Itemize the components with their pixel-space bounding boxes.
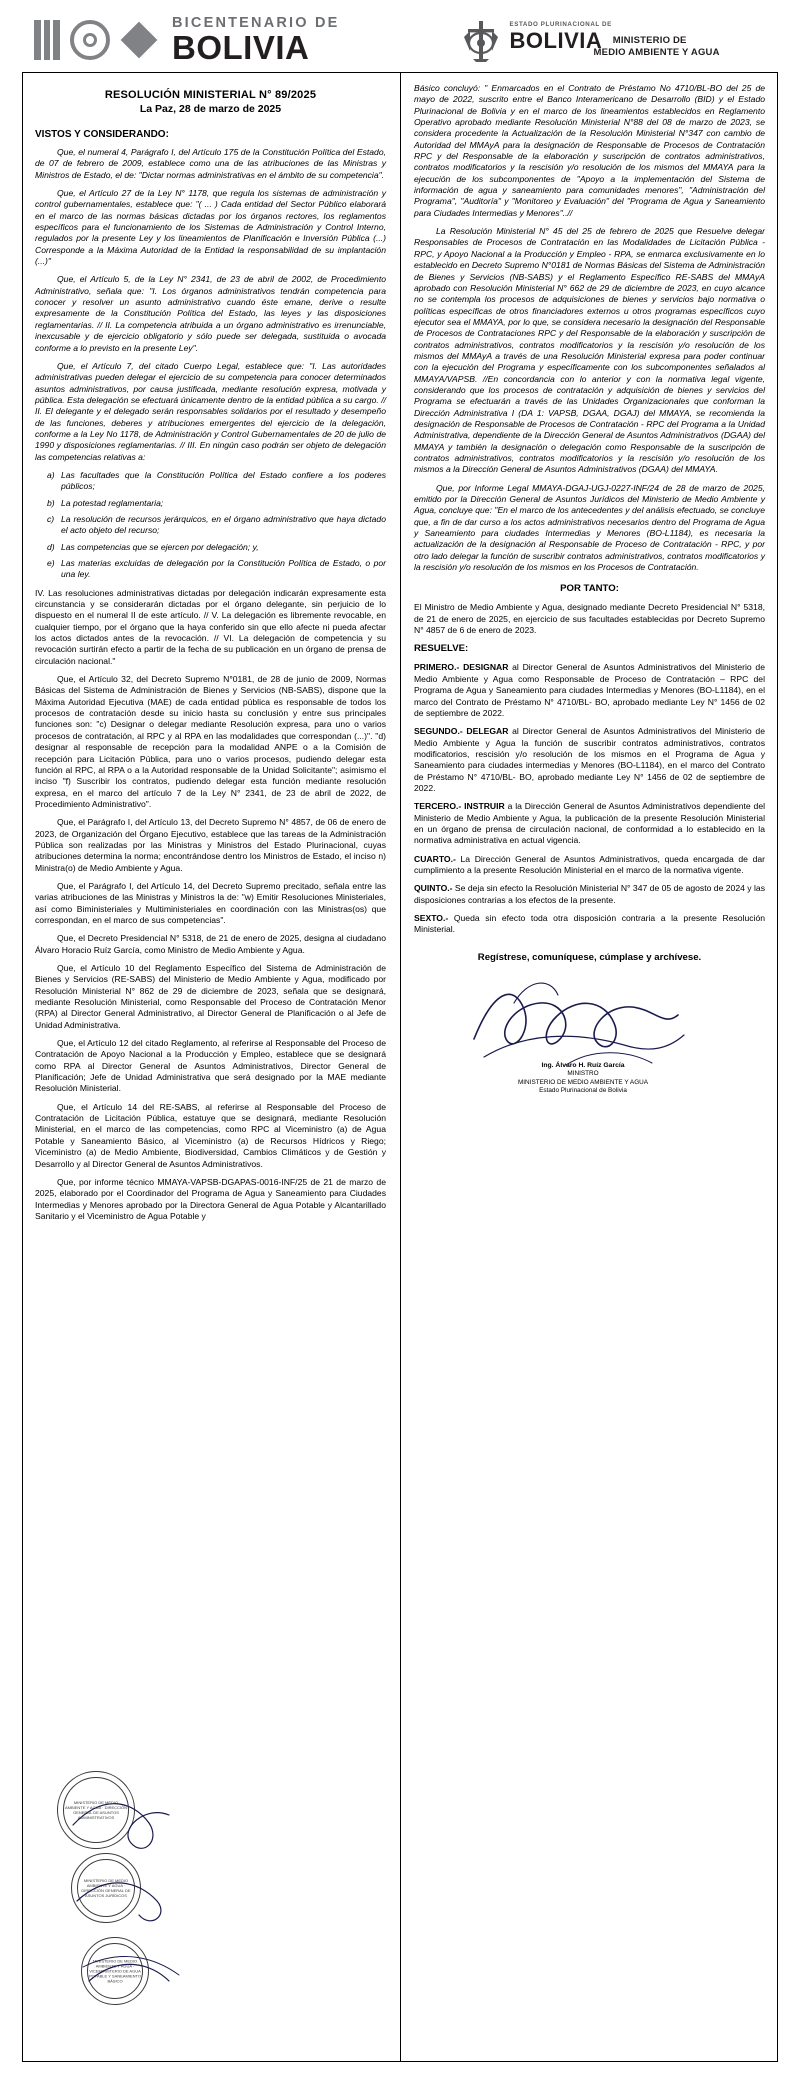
bicentenario-line2: BOLIVIA	[172, 29, 310, 67]
paragraph: Que, por informe técnico MMAYA-VAPSB-DGAPAS-0016-INF/25 de 21 de marzo de 2025, elaborado por el Coordinador del Programa de Agua y Saneamiento para Ciudades Intermedias y Menores aprobado por la Directora General de Agua Potable y Alcantarillado Sanitario y el Viceministro de Agua Potable y	[35, 1176, 386, 1221]
paragraph: Que, el Artículo 27 de la Ley N° 1178, que regula los sistemas de administración y control gubernamentales, establece que: "( ... ) Cada entidad del Sector Público elaborará en el marco de las normas básicas dictadas por los órganos rectores, los reglamentos específicos para el funcionamiento de los Sistemas de Administración y Control Interno, regulados por la presente Ley y los lineamientos de Planificación e Inversión Pública (...) Corresponde a la Máxima Autoridad de la Entidad la responsabilidad de su implantación (...)"	[35, 188, 386, 267]
article-segundo	[414, 726, 765, 794]
resolution-date: La Paz, 28 de marzo de 2025	[139, 103, 282, 115]
article-text: La Dirección General de Asuntos Administrativos, queda encargada de dar cumplimiento a la presente Resolución Ministerial en el marco de la normativa vigente.	[414, 853, 765, 875]
resuelve-heading: RESUELVE:	[414, 643, 469, 655]
por-tanto-heading: POR TANTO:	[560, 583, 619, 595]
paragraph: Que, el Artículo 14 del RE-SABS, al referirse al Responsable del Proceso de Contratación de Licitación Pública, estatuye que se designará, mediante Resolución Ministerial, en el marco de las competencias, como RPC al Viceministro (a) de Agua Potable y Saneamiento Básico, al Viceministro (a) de Recursos Hídricos y Riego; Viceministro (a) de Medio Ambiente, Biodiversidad, Cambios Climáticos y de Gestión y Desarrollo y al Director General de Asuntos Administrativos.	[35, 1101, 386, 1169]
paragraph: Básico concluyó: " Enmarcados en el Contrato de Préstamo No 4710/BL-BO del 25 de mayo de 2022, suscrito entre el Banco Interamericano de Desarrollo (BID) y el Estado Plurinacional de Bolivia y en el marco de los lineamientos establecidos en Reglamento Operativo aprobado mediante Resolución Ministerial N°88 del 08 de marzo de 2023, se considera procedente la Actualización de la Resolución Ministerial N°347 con cambio de Autoridad del MMAyA para la designación de Responsable de Procesos de Contratación RPC y del Responsable de la elaboración y suscripción de contratos administrativos, contratos modificatorios y la rescisión y/o resolución de los mismos del MMAYA para la ejecución de los subcomponentes de "Apoyo a la implementación del Sistema de información de agua y saneamiento para comunidades menores", "Administración del Programa", "Auditoría" y "Monitoreo y Evaluación" del "Programa de Agua y Saneamiento para Ciudades Intermedias y Menores"..//	[414, 83, 765, 218]
article-quinto	[414, 883, 765, 906]
signature-area	[414, 969, 765, 1179]
list-item-label: Las facultades que la Constitución Política del Estado confiere a los poderes públicos;	[61, 469, 386, 492]
article-text: a la Dirección General de Asuntos Administrativos dependiente del Ministerio de Medio Ambiente y Agua, la publicación de la presente Resolución Ministerial en un órgano de prensa de circulación nacional, de conformidad a lo establecido en la normativa administrativa en actual vigencia.	[414, 801, 766, 846]
list-item-label: La potestad reglamentaria;	[61, 497, 164, 508]
paragraph: La Resolución Ministerial N° 45 del 25 de febrero de 2025 que Resuelve delegar Responsables de Procesos de Contratación en las Modalidades de Licitación Pública - RPC, y Apoyo Nacional a la Producción y Empleo - RPA, se enmarca exclusivamente en lo establecido en Decreto Supremo N°0181 de Normas Básicas del Sistema de Administración de Bienes y Servicios (NB-SABS) y el Reglamento Específico RE-SABS del MMAyA aprobado con Resolución Ministerial N° 662 de 29 de diciembre de 2023, en cuyo alcance no se contempla los procesos de adquisiciones de bienes y servicios bajo normativa o políticas específicas de otros financiadores externos u otros programas específicos cuyo ejecutor sea el MMAYA, por lo que, se considera necesario la designación del Responsable de Procesos de Contrataciones RPC y del Responsable de la elaboración y suscripción de contratos administrativos, contratos modificatorios y la rescisión y/o resolución de los mismos del MMAyA a través de una Resolución Ministerial expresa para poder continuar con la ejecución del Programa y específicamente con los subcomponentes señalados al MMAYA/VAPSB. //En concordancia con lo anterior y con la normativa legal vigente, considerando que los procesos de contratación y adquisición de bienes y servicios del Programa se efectuarán a través de las Unidades Organizacionales que conforman la Dirección Administrativa I (DA 1: VAPSB, DGAA, DGAJ) del MMAYA, se recomienda la designación de Responsable de Procesos de Contratación - RPC del Programa a la Unidad Administrativa, dependiente de la Dirección General de Asuntos Administrativos (DGAA) del MMAYA y también la designación o delegación como Responsable de la suscripción de contratos administrativos, contratos modificatorios y la rescisión y/o resolución de los mismos a la Dirección General de Asuntos Administrativos (DGAA) del MMAYA.	[414, 226, 765, 475]
list-item-label: Las materias excluidas de delegación por la Constitución Política de Estado, o por una ley.	[61, 558, 386, 580]
paragraph: Que, el Artículo 5, de la Ley N° 2341, de 23 de abril de 2002, de Procedimiento Administrativo, señala que: "I. Los órganos administrativos tendrán competencia para conocer y resolver un asunto administrativo cuando éste emane, derive o resulte expresamente de la Constitución Política del Estado, las leyes y las disposiciones reglamentarias. // II. La competencia atribuida a un órgano administrativo es irrenunciable, inexcusable y de ejercicio obligatorio y sólo puede ser delegada, sustituida o avocada conforme a lo previsto en la presente Ley".	[35, 274, 386, 353]
article-label: SEXTO.-	[414, 913, 449, 923]
article-text: al Director General de Asuntos Administrativos del Ministerio de Medio Ambiente y Agua como Responsable de Proceso de Contratación – RPC del Programa de Agua y Saneamiento para ciudades Intermedias y Menores (BO-L1184), en el marco del Contrato de Préstamo N° 4710/BL- BO, aprobado mediante Ley N° 1456 de 02 de septiembre de 2022.	[414, 662, 765, 718]
paragraph: Que, el Artículo 10 del Reglamento Específico del Sistema de Administración de Bienes y Servicios (RE-SABS) del Ministerio de Medio Ambiente y Agua, modificado por Resolución Ministerial N° 862 de 29 de diciembre de 2023, señala que se designará, mediante Resolución Ministerial, como Responsable del Proceso de Contratación Menor (RPA) al Director General Administrativo, al Director General de Planificación o al Jefe de Unidad Administrativa.	[35, 963, 386, 1030]
paragraph: Que, el numeral 4, Parágrafo I, del Artículo 175 de la Constitución Política del Estado, de 07 de febrero de 2009, establece como una de las atribuciones de las Ministras y Ministros de Estado, el de: "Dictar normas administrativas en el ámbito de su competencia".	[35, 147, 386, 180]
bicentenario-text	[172, 16, 340, 65]
list-item	[47, 558, 386, 581]
article-label: TERCERO.- INSTRUIR	[414, 801, 505, 812]
bolivia-word: BOLIVIA	[509, 28, 603, 54]
article-label: PRIMERO.- DESIGNAR	[414, 662, 509, 673]
document-body-frame	[22, 72, 778, 2062]
paragraph: Que, el Parágrafo I, del Artículo 14, del Decreto Supremo precitado, señala entre las varias atribuciones de las Ministras y Ministros la de: "w) Emitir Resoluciones Ministeriales, así como Biministeriales y Multiministeriales en coordinación con las Ministras(os) que correspondan, en el marco de sus competencias".	[35, 880, 386, 925]
resolution-number: RESOLUCIÓN MINISTERIAL N° 89/2025	[104, 89, 317, 101]
article-cuarto	[414, 854, 765, 877]
article-label: QUINTO.-	[414, 883, 453, 894]
article-tercero	[414, 801, 765, 846]
article-label: CUARTO.-	[414, 853, 456, 864]
document-header	[0, 0, 800, 74]
delegation-exclusion-list	[35, 470, 386, 581]
bicentenario-logo	[34, 16, 340, 65]
ministerio-line1: MINISTERIO DE	[612, 34, 687, 46]
signature-caption	[488, 1061, 678, 1096]
diamond-icon	[121, 22, 158, 59]
ministerio-line2: MEDIO AMBIENTE Y AGUA	[593, 46, 720, 58]
paragraph: Que, el Artículo 32, del Decreto Supremo N°0181, de 28 de junio de 2009, Normas Básicas del Sistema de Administración de Bienes y Servicios (NB-SABS), dispone que la Máxima Autoridad Ejecutiva (MAE) de cada entidad pública es responsable de todos los procesos de contratación desde su inicio hasta su conclusión y entre sus principales funciones son: "c) Designar o delegar mediante Resolución expresa, para uno o varios procesos de contratación, al RPC y al RPA en las modalidades que correspondan (...)". "d) designar al responsable de recepción para la modalidad ANPE o a la Comisión de recepción para Licitación Pública, para uno o varios procesos, pudiendo delegar esta función al RPC, al RPA o a la Autoridad responsable de la Unidad Solicitante"; asimismo el inciso "f) Suscribir los contratos, pudiendo delegar esta función mediante resolución expresa, en el marco del artículo 7 de la Ley N° 2341, de 23 de abril de 2022, de Procedimiento Administrativo".	[35, 674, 386, 809]
article-text: al Director General de Asuntos Administrativos del Ministerio de Medio Ambiente y Agua la función de suscribir contratos administrativos, contratos modificatorios, rescisión y/o resolución de los mismos en el Programa de Agua y Saneamiento para ciudades intermedias y Menores (BO-L1184), en el marco del Contrato de Préstamo N° 4710/BL- BO, aprobado mediante Ley N° 1456 de 02 de septiembre de 2022.	[414, 726, 765, 793]
list-item	[47, 541, 386, 553]
right-column: Básico concluyó: " Enmarcados en el Contrato de Préstamo No 4710/BL-BO del 25 de mayo de 2022, suscrito entre el Banco Interamericano de Desarrollo (BID) y el Estado Plurinacional de Bolivia y en el marco de los lineamientos establecidos en Reglamento Operativo aprobado mediante Resolución Ministerial N°88 del 08 de marzo de 2023, se considera procedente la Actualización de la Resolución Ministerial N°347 con cambio de Autoridad del MMAyA para la designación de Responsable de Procesos de Contratación RPC y del Responsable de la elaboración y suscripción de contratos administrativos, contratos modificatorios y la rescisión y/o resolución de los mismos del MMAYA para la ejecución de los subcomponentes de "Apoyo a la implementación del Sistema de información de agua y saneamiento para comunidades menores", "Administración del Programa", "Auditoría" y "Monitoreo y Evaluación" del "Programa de Agua y Saneamiento para Ciudades Intermedias y Menores"..// La Resolución Ministerial N° 45 del 25 de febrero de 2025 que Resuelve delegar Responsables de Procesos de Contratación en las Modalidades de Licitación Pública - RPC, y Apoyo Nacional a la Producción y Empleo - RPA, se enmarca exclusivamente en lo establecido en Decreto Supremo N°0181 de Normas Básicas del Sistema de Administración de Bienes y Servicios (NB-SABS) y el Reglamento Específico RE-SABS del MMAyA aprobado con Resolución Ministerial N° 662 de 29 de diciembre de 2023, en cuyo alcance no se contempla los procesos de adquisiciones de bienes y servicios bajo normativa o políticas específicas de otros financiadores externos u otros programas específicos cuyo ejecutor sea el MMAYA, por lo que, se considera necesario la designación del Responsable de Procesos de Contrataciones RPC y del Responsable de la elaboración y suscripción de contratos administrativos, contratos modificatorios y la rescisión y/o resolución de los mismos del MMAyA a través de una Resolución Ministerial expresa para poder continuar con la ejecución del Programa y específicamente con los subcomponentes señalados al MMAYA/VAPSB. //En concordancia con lo anterior y con la normativa legal vigente, considerando que los procesos de contratación y adquisición de bienes y servicios del Programa se efectuarán a través de las Unidades Organizacionales que conforman la Dirección Administrativa I (DA 1: VAPSB, DGAA, DGAJ) del MMAYA, se recomienda la designación de Responsable de Procesos de Contratación - RPC del Programa a la Unidad Administrativa, dependiente de la Dirección General de Asuntos Administrativos (DGAA) del MMAYA y también la designación o delegación como Responsable de la suscripción de contratos administrativos, contratos modificatorios y la rescisión y/o resolución de los mismos a la Dirección General de Asuntos Administrativos (DGAA) del MMAYA. Que, por Informe Legal MMAYA-DGAJ-UGJ-0227-INF/24 de 28 de marzo de 2025, emitido por la Dirección General de Asuntos Jurídicos del Ministerio de Medio Ambiente y Agua, concluye que: "En el marco de los antecedentes y del análisis efectuado, se concluye que, a fin de dar curso a los actos administrativos necesarios dentro del Programa de Agua y Saneamiento para ciudades Intermedias y Menores (BO-L1184), es necesaria la actualización de la designación al Responsable de Proceso de Contratación - RPC, y por otro lado delegar la función de suscribir contratos administrativos, contratos modificatorios y la rescisión y/o resolución de los mismos en los Procesos de Contratación. POR TANTO: El Ministro de Medio Ambiente y Agua, designado mediante Decreto Presidencial N° 5318, de 21 de enero de 2025, en ejercicio de sus facultades establecidas por Decreto Supremo N° 4857 de 6 de enero de 2023. RESUELVE: PRIMERO.- DESIGNAR al Director General de Asuntos Administrativos del Ministerio de Medio Ambiente y Agua como Responsable de Proceso de Contratación – RPC del Programa de Agua y Saneamiento para ciudades Intermedias y Menores (BO-L1184), en el marco del Contrato de Préstamo N° 4710/BL- BO, aprobado mediante Ley N° 1456 de 02 de septiembre de 2022. SEGUNDO.- DELEGAR al Director General de Asuntos Administrativos del Ministerio de Medio Ambiente y Agua la función de suscribir contratos administrativos, contratos modificatorios, rescisión y/o resolución de los mismos en el Programa de Agua y Saneamiento para ciudades intermedias y Menores (BO-L1184), en el marco del Contrato de Préstamo N° 4710/BL- BO, aprobado mediante Ley N° 1456 de 02 de septiembre de 2022. TERCERO.- INSTRUIR a la Dirección General de Asuntos Administrativos dependiente del Ministerio de Medio Ambiente y Agua, la publicación de la presente Resolución Ministerial en un órgano de prensa de circulación nacional, de conformidad a lo establecido en la normativa administrativa en actual vigencia. CUARTO.- La Dirección General de Asuntos Administrativos, queda encargada de dar cumplimiento a la presente Resolución Ministerial en el marco de la normativa vigente. QUINTO.- Se deja sin efecto la Resolución Ministerial N° 347 de 05 de agosto de 2024 y las disposiciones contrarias a los efectos de la presente. SEXTO.- Queda sin efecto toda otra disposición contraria a la presente Resolución Ministerial. Regístrese, comuníquese, cúmplase y archívese. Ing. Álvaro H. Ruíz García MINISTRO MINISTERIO DE MEDIO AMBIENTE Y AGUA Estado Plurinacional de Bolivia MINISTERIO DE MEDIO AMBIENTE Y AGUA · DIRECCIÓN GENERAL DE ASUNTOS ADMINISTRATIVOS MINISTERIO DE MEDIO AMBIENTE Y AGUA · DIRECCIÓN GENERAL DE ASUNTOS JURÍDICOS MINISTERIO DE MEDIO AMBIENTE Y AGUA · VICEMINISTERIO DE AGUA POTABLE Y SANEAMIENTO BÁSICO	[400, 73, 777, 2061]
paragraph: Que, el Artículo 12 del citado Reglamento, al referirse al Responsable del Proceso de Contratación de Apoyo Nacional a la Producción y Empleo, establece que se designará como RPA al Director General de Asuntos Administrativos, Director General de Planificación; Jefe de Unidad Administrativa que será designado por la MAE mediante Resolución Ministerial.	[35, 1038, 386, 1094]
list-marker: d)	[47, 541, 55, 552]
vistos-heading: VISTOS Y CONSIDERANDO:	[35, 129, 169, 140]
ministry-logo	[460, 17, 720, 63]
article-sexto	[414, 913, 765, 936]
spiral-icon	[70, 20, 110, 60]
list-marker: a)	[47, 469, 55, 480]
estado-line: ESTADO PLURINACIONAL DE	[509, 21, 612, 29]
list-item	[47, 513, 386, 537]
left-column	[23, 73, 400, 2061]
list-item	[47, 497, 386, 509]
article-text: Queda sin efecto toda otra disposición contraria a la presente Resolución Ministerial.	[414, 913, 765, 935]
signer-org2: Estado Plurinacional de Bolivia	[539, 1087, 627, 1095]
article-label: SEGUNDO.- DELEGAR	[414, 726, 509, 737]
article-primero	[414, 662, 765, 719]
list-marker: c)	[47, 513, 55, 524]
paragraph: Que, el Artículo 7, del citado Cuerpo Legal, establece que: "I. Las autoridades administrativas pueden delegar el ejercicio de su competencia para conocer determinados asuntos administrativos, por causa justificada, mediante resolución expresa, motivada y pública. Esta delegación se efectuará únicamente dentro de la entidad pública a su cargo. // II. El delegante y el delegado serán responsables solidarios por el resultado y desempeño de las funciones, deberes y atribuciones emergentes del ejercicio de la delegación, conforme a la Ley No 1178, de Administración y Control Gubernamentales de 20 de julio de 1990 y disposiciones reglamentarias. // III. En ningún caso podrán ser objeto de delegación las competencias relativas a:	[35, 360, 386, 462]
por-tanto-body: El Ministro de Medio Ambiente y Agua, designado mediante Decreto Presidencial N° 5318, de 21 de enero de 2025, en ejercicio de sus facultades establecidas por Decreto Supremo N° 4857 de 6 de enero de 2023.	[414, 602, 765, 636]
list-item-label: Las competencias que se ejercen por delegación; y,	[61, 541, 259, 552]
paragraph: Que, por Informe Legal MMAYA-DGAJ-UGJ-0227-INF/24 de 28 de marzo de 2025, emitido por la Dirección General de Asuntos Jurídicos del Ministerio de Medio Ambiente y Agua, concluye que: "En el marco de los antecedentes y del análisis efectuado, se concluye que, a fin de dar curso a los actos administrativos necesarios dentro del Programa de Agua y Saneamiento para ciudades Intermedias y Menores (BO-L1184), es necesaria la actualización de la designación al Responsable de Proceso de Contratación - RPC, y por otro lado delegar la función de suscribir contratos administrativos, contratos modificatorios y la rescisión y/o resolución de los mismos en los Procesos de Contratación.	[414, 482, 765, 573]
list-item-label: La resolución de recursos jerárquicos, en el órgano administrativo que haya dictado el acto objeto del recurso;	[61, 513, 386, 536]
bicentenario-line1: BICENTENARIO DE	[172, 14, 340, 31]
signer-name: Ing. Álvaro H. Ruíz García	[541, 1061, 625, 1069]
list-item	[47, 469, 386, 493]
article-text: Se deja sin efecto la Resolución Ministerial N° 347 de 05 de agosto de 2024 y las disposiciones contrarias a los efectos de la presente.	[414, 883, 765, 905]
list-marker: b)	[47, 497, 55, 508]
paragraph: Que, el Parágrafo I, del Artículo 13, del Decreto Supremo N° 4857, de 06 de enero de 2023, de Organización del Órgano Ejecutivo, establece que las tareas de la Administración Pública son realizadas por las Ministras y Ministros del Estado Plurinacional, cuyas atribuciones determina la norma; encontrándose dentro los Ministros de Estado, el inciso n) Ministra(o) de Medio Ambiente y Agua.	[35, 817, 386, 873]
list-marker: e)	[47, 558, 55, 568]
paragraph: IV. Las resoluciones administrativas dictadas por delegación indicarán expresamente esta circunstancia y se considerarán dictadas por el órgano delegante, sin perjuicio de lo dispuesto en el numeral II de este artículo. // V. La delegación es libremente revocable, en cualquier tiempo, por el órgano que la haya conferido sin que ello afecte ni pueda afectar los actos dictados antes de la revocación. // VI. La delegación de competencia y su revocación surtirán efecto a partir de la fecha de su publicación en un órgano de prensa de circulación nacional."	[35, 587, 386, 666]
closing-formula: Regístrese, comuníquese, cúmplase y archívese.	[477, 951, 702, 963]
paragraph: Que, el Decreto Presidencial N° 5318, de 21 de enero de 2025, designa al ciudadano Álvaro Horacio Ruíz García, como Ministro de Medio Ambiente y Agua.	[35, 933, 386, 955]
ministry-text	[510, 21, 720, 58]
coat-of-arms-icon	[460, 17, 502, 63]
zebra-bars-icon	[34, 20, 60, 60]
signer-role: MINISTRO	[567, 1069, 599, 1077]
document-title	[35, 89, 386, 115]
signer-org1: MINISTERIO DE MEDIO AMBIENTE Y AGUA	[517, 1078, 649, 1086]
